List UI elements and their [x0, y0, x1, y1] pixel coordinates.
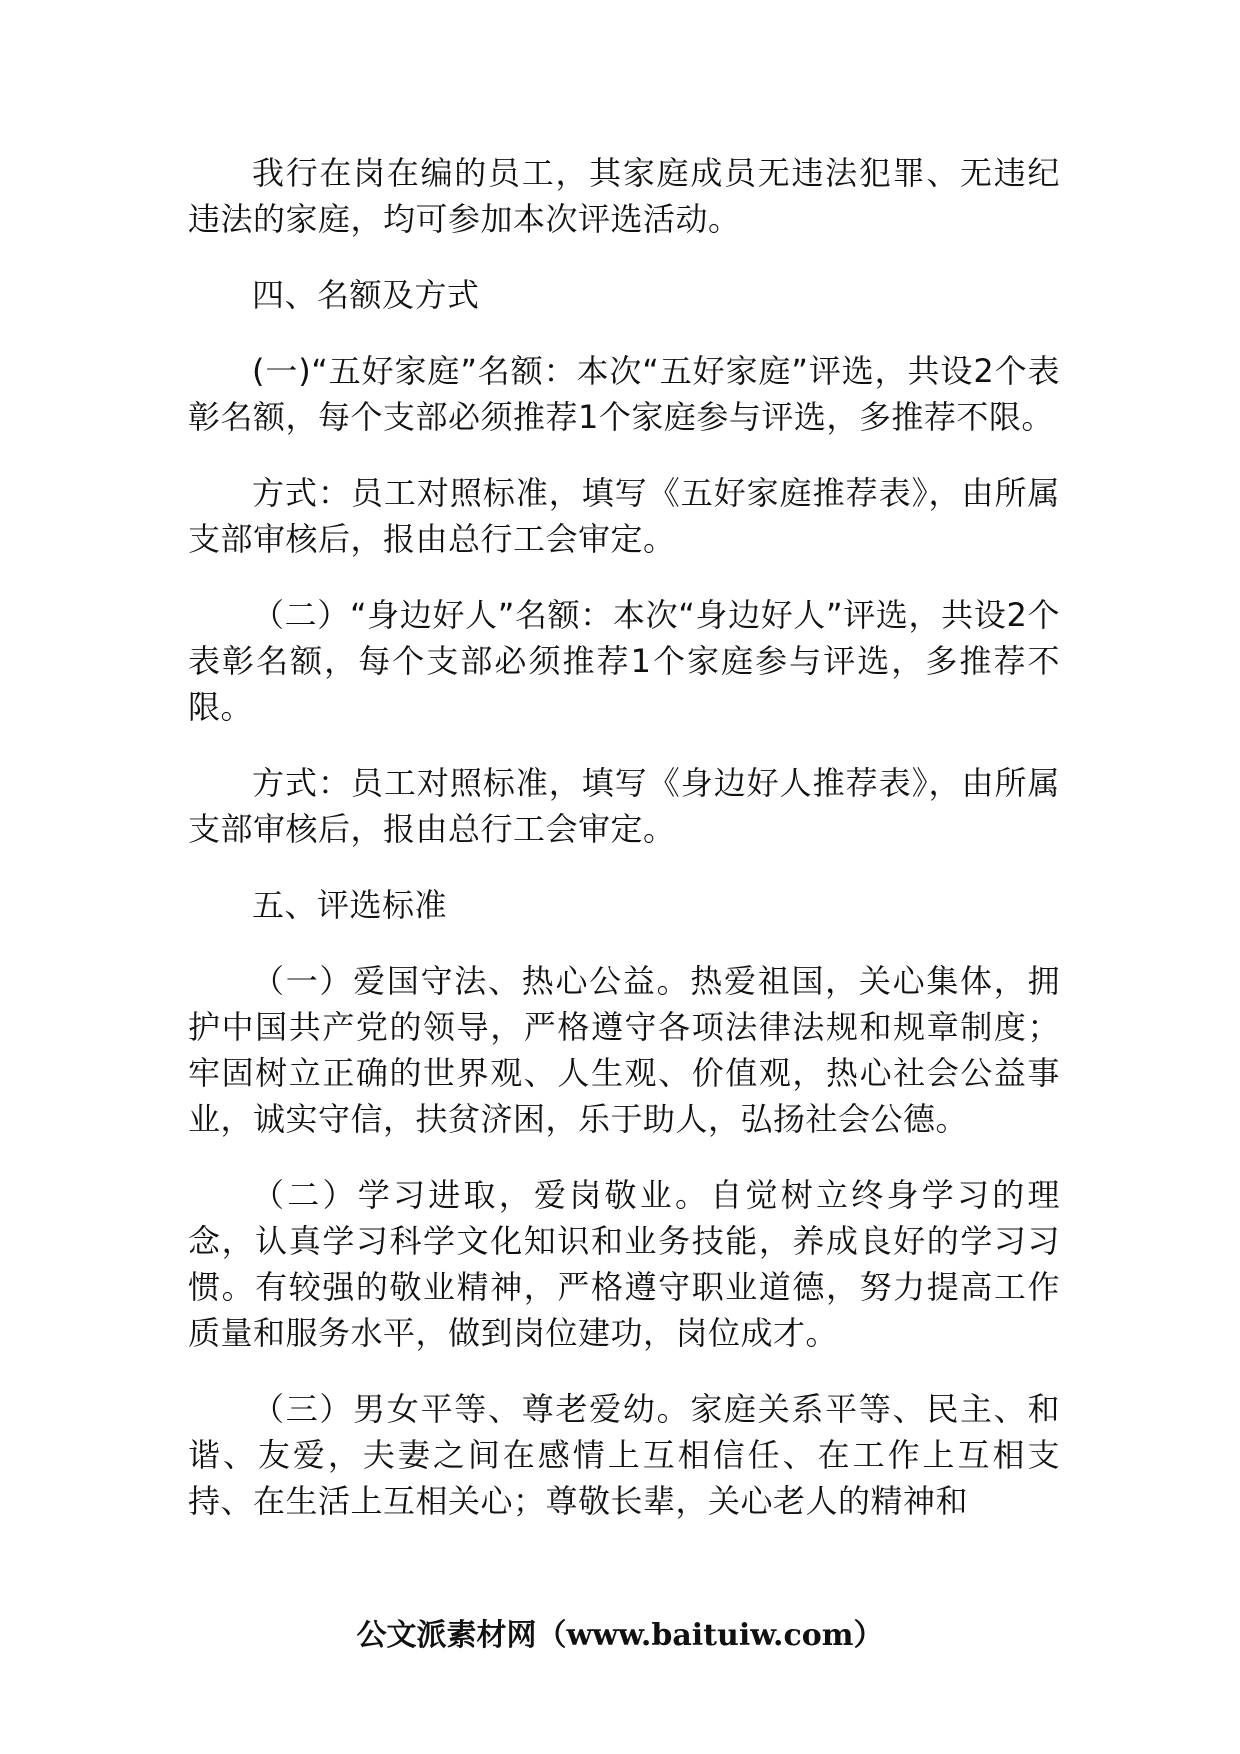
paragraph-good-person-method: 方式：员工对照标准，填写《身边好人推荐表》，由所属支部审核后，报由总行工会审定。	[188, 764, 1060, 848]
section-heading-criteria: 五、评选标准	[252, 886, 448, 924]
paragraph-five-good-method: 方式：员工对照标准，填写《五好家庭推荐表》，由所属支部审核后，报由总行工会审定。	[188, 474, 1060, 558]
paragraph-criteria-1: （一）爱国守法、热心公益。热爱祖国，关心集体，拥护中国共产党的领导，严格遵守各项法律法规和规章制度；牢固树立正确的世界观、人生观、价值观，热心社会公益事业，诚实守信，扶贫济困，乐于助人，弘扬社会公德。	[188, 962, 1060, 1138]
section-heading-quota: 四、名额及方式	[252, 276, 480, 314]
paragraph-good-person-quota: （二）“身边好人”名额：本次“身边好人”评选，共设2个表彰名额，每个支部必须推荐1个家庭参与评选，多推荐不限。	[188, 596, 1060, 726]
footer-watermark: 公文派素材网（www.baituiw.com）	[356, 1618, 884, 1653]
document-body	[188, 150, 1060, 1554]
paragraph-eligibility: 我行在岗在编的员工，其家庭成员无违法犯罪、无违纪违法的家庭，均可参加本次评选活动。	[188, 154, 1060, 238]
paragraph-five-good-quota: (一)“五好家庭”名额：本次“五好家庭”评选，共设2个表彰名额，每个支部必须推荐1个家庭参与评选，多推荐不限。	[188, 352, 1060, 436]
paragraph-criteria-3: （三）男女平等、尊老爱幼。家庭关系平等、民主、和谐、友爱，夫妻之间在感情上互相信任、在工作上互相支持、在生活上互相关心；尊敬长辈，关心老人的精神和	[188, 1390, 1060, 1520]
paragraph-criteria-2: （二）学习进取，爱岗敬业。自觉树立终身学习的理念，认真学习科学文化知识和业务技能，养成良好的学习习惯。有较强的敬业精神，严格遵守职业道德，努力提高工作质量和服务水平，做到岗位建功，岗位成才。	[188, 1176, 1060, 1352]
